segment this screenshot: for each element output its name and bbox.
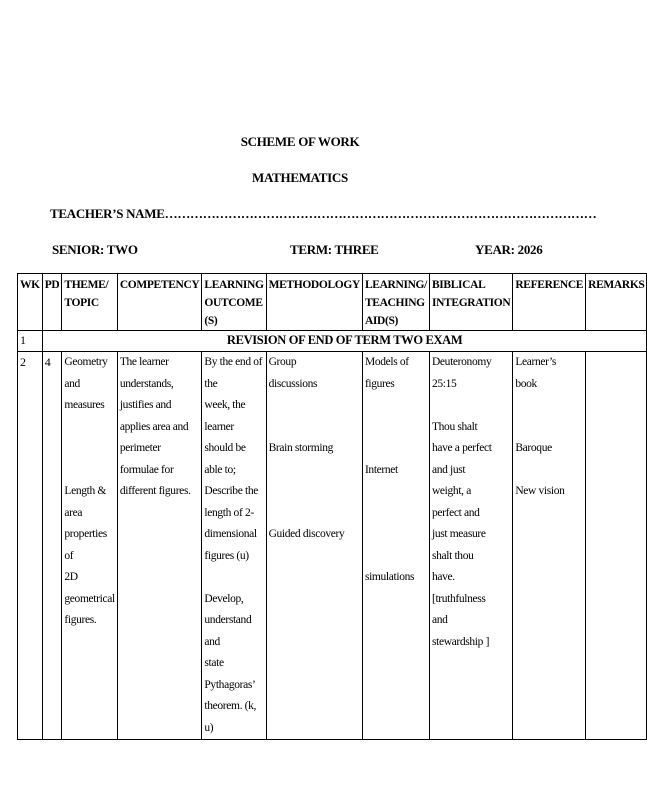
- cell-wk: 1: [18, 331, 43, 352]
- teacher-name-line: TEACHER’S NAME…………………………………………………………………………………………: [50, 206, 597, 221]
- header-theme: THEME/ TOPIC: [62, 274, 117, 331]
- header-biblical-integration: BIBLICAL INTEGRATION: [429, 274, 512, 331]
- cell-competency: The learner understands, justifies and applies area and perimeter formulae for different figures.: [117, 352, 202, 740]
- term-label: TERM: THREE: [290, 242, 379, 257]
- cell-remarks: [586, 352, 647, 740]
- header-pd: PD: [42, 274, 62, 331]
- cell-pd: 4: [42, 352, 62, 740]
- cell-learning-aids: Models of figures Internet simulations: [362, 352, 429, 740]
- table-row: [18, 352, 647, 740]
- scheme-of-work-table: [17, 273, 647, 740]
- senior-class: SENIOR: TWO: [52, 242, 138, 257]
- header-methodology: METHODOLOGY: [266, 274, 362, 331]
- document-subject: MATHEMATICS: [252, 170, 348, 185]
- table-header-row: [18, 274, 647, 331]
- document-title: SCHEME OF WORK: [240, 134, 360, 149]
- cell-wk: 2: [18, 352, 43, 740]
- cell-methodology: Group discussions Brain storming Guided discovery: [266, 352, 362, 740]
- header-wk: WK: [18, 274, 43, 331]
- cell-reference: Learner’s book Baroque New vision: [513, 352, 586, 740]
- header-reference: REFERENCE: [513, 274, 586, 331]
- header-competency: COMPETENCY: [117, 274, 202, 331]
- revision-title: REVISION OF END OF TERM TWO EXAM: [42, 331, 647, 352]
- cell-biblical-integration: Deuteronomy 25:15 Thou shalt have a perfect and just weight, a perfect and just measure shalt thou have. [truthfulness and stewardship ]: [429, 352, 512, 740]
- header-learning-outcome: LEARNING OUTCOME (S): [202, 274, 266, 331]
- header-learning-aids: LEARNING/ TEACHING AID(S): [362, 274, 429, 331]
- header-remarks: REMARKS: [586, 274, 647, 331]
- year-label: YEAR: 2026: [475, 242, 543, 257]
- table-row: [18, 331, 647, 352]
- cell-learning-outcome: By the end of the week, the learner should be able to; Describe the length of 2- dimensional figures (u) Develop, understand and state Pythagoras’ theorem. (k, u): [202, 352, 266, 740]
- cell-theme: Geometry and measures Length & area properties of 2D geometrical figures.: [62, 352, 117, 740]
